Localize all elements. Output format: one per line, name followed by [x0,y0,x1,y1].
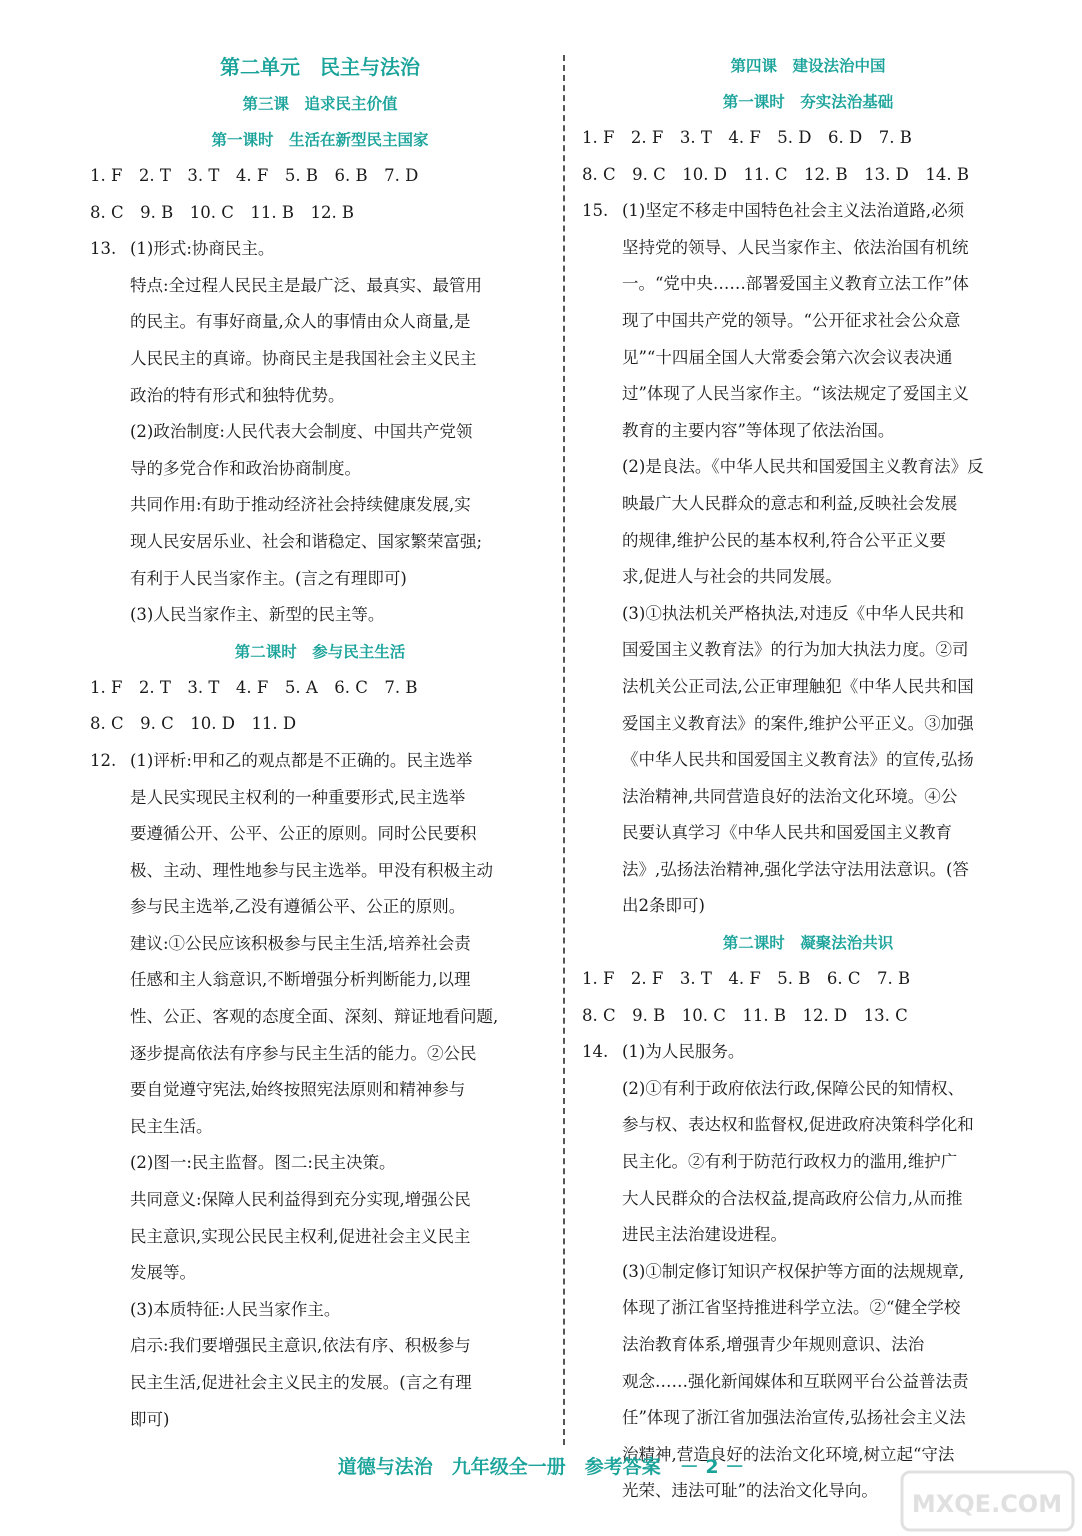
text-line: 法机关公正司法,公正审理触犯《中华人民共和国 [622,676,974,696]
answer-line: 8. C 9. C 10. D 11. D [90,714,297,734]
column-divider [563,55,565,1445]
text-line: (2)是良法。《中华人民共和国爱国主义教育法》反 [622,457,984,477]
text-line: 过”体现了人民当家作主。“该法规定了爱国主义 [622,384,969,404]
text-line: 坚持党的领导、人民当家作主、依法治国有机统 [622,237,969,257]
watermark-logo [900,1470,1075,1532]
answer-line: 1. F 2. F 3. T 4. F 5. D 6. D 7. B [582,128,912,147]
period-title: 第二课时 参与民主生活 [234,642,406,661]
text-line: 现了中国共产党的领导。“公开征求社会公众意 [622,310,961,330]
text-line: 民要认真学习《中华人民共和国爱国主义教育 [622,823,952,843]
text-line: 性、公正、客观的态度全面、深刻、辩证地看问题, [130,1007,499,1027]
text-line: 民主意识,实现公民民主权利,促进社会主义民主 [130,1226,471,1246]
lesson-title: 第四课 建设法治中国 [730,57,886,75]
text-line: 光荣、违法可耻”的法治文化导向。 [622,1481,878,1501]
question-14 [582,1034,1034,1510]
question-number: 12. [90,750,117,770]
text-line: 共同意义:保障人民利益得到充分实现,增强公民 [130,1190,471,1210]
text-line: 启示:我们要增强民主意识,依法有序、积极参与 [130,1336,471,1356]
text-line: 进民主法治建设进程。 [622,1225,787,1245]
page-footer: 道德与法治 九年级全一册 参考答案 － 2 － [337,1456,745,1478]
question-number: 13. [90,239,117,259]
text-line: 一。“党中央……部署爱国主义教育立法工作”体 [622,274,969,294]
text-line: 民主生活,促进社会主义民主的发展。(言之有理 [130,1373,472,1392]
question-body [130,231,550,634]
text-line: 的规律,维护公民的基本权利,符合公平正义要 [622,530,946,550]
question-body [622,1034,1034,1510]
question-12 [90,743,550,1438]
period-title: 第二课时 凝聚法治共识 [722,934,894,953]
question-number: 15. [582,201,609,221]
text-line: 参与权、表达权和监督权,促进政府决策科学化和 [622,1115,974,1135]
unit-title: 第二单元 民主与法治 [220,55,420,79]
text-line: 特点:全过程人民民主是最广泛、最真实、最管用 [130,275,483,295]
text-line: 求,促进人与社会的共同发展。 [622,567,842,587]
text-line: 民主生活。 [130,1116,213,1136]
text-line: 任”体现了浙江省加强法治宣传,弘扬社会主义法 [622,1408,966,1428]
text-line: 参与民主选举,乙没有遵循公平、公正的原则。 [130,897,466,917]
question-body [130,743,550,1438]
text-line: (2)①有利于政府依法行政,保障公民的知情权、 [622,1078,965,1098]
watermark-text: MXQE.COM [911,1490,1063,1518]
text-line: 大人民群众的合法权益,提高政府公信力,从而推 [622,1188,963,1208]
answer-line: 1. F 2. F 3. T 4. F 5. B 6. C 7. B [582,969,911,989]
text-line: 的民主。有事好商量,众人的事情由众人商量,是 [130,312,471,332]
text-line: 见”“十四届全国人大常委会第六次会议表决通 [622,347,953,367]
text-line: 法治教育体系,增强青少年规则意识、法治 [622,1335,925,1354]
text-line: 共同作用:有助于推动经济社会持续健康发展,实 [130,495,471,515]
text-line: 法治精神,共同营造良好的法治文化环境。④公 [622,786,958,806]
text-line: (3)①执法机关严格执法,对违反《中华人民共和 [622,603,965,623]
text-line: 《中华人民共和国爱国主义教育法》的宣传,弘扬 [622,750,974,770]
text-line: 出2条即可) [622,896,705,916]
answer-line: 1. F 2. T 3. T 4. F 5. A 6. C 7. B [90,677,418,697]
text-line: (2)政治制度:人民代表大会制度、中国共产党领 [130,422,473,442]
lesson-title: 第三课 追求民主价值 [242,95,398,113]
text-line: 民主化。②有利于防范行政权力的滥用,维护广 [622,1152,958,1172]
text-line: 逐步提高依法有序参与民主生活的能力。②公民 [130,1043,477,1063]
text-line: 教育的主要内容”等体现了依法治国。 [622,420,895,440]
text-line: 建议:①公民应该积极参与民主生活,培养社会责 [130,933,471,953]
left-column [90,48,550,1438]
text-line: (1)评析:甲和乙的观点都是不正确的。民主选举 [130,750,473,770]
text-line: 发展等。 [130,1263,196,1283]
text-line: (1)形式:协商民主。 [130,239,275,259]
text-line: (3)人民当家作主、新型的民主等。 [130,605,385,625]
text-line: 要遵循公开、公平、公正的原则。同时公民要积 [130,824,477,844]
question-13 [90,231,550,634]
text-line: 有利于人民当家作主。(言之有理即可) [130,568,407,588]
answer-line: 8. C 9. B 10. C 11. B 12. B [90,202,355,222]
text-line: 极、主动、理性地参与民主选举。甲没有积极主动 [130,860,493,880]
text-line: 导的多党合作和政治协商制度。 [130,458,361,478]
text-line: 政治的特有形式和独特优势。 [130,385,345,405]
text-line: 要自觉遵守宪法,始终按照宪法原则和精神参与 [130,1080,466,1100]
text-line: (3)本质特征:人民当家作主。 [130,1299,341,1319]
period-title: 第一课时 生活在新型民主国家 [211,131,429,149]
text-line: 人民民主的真谛。协商民主是我国社会主义民主 [130,348,477,368]
question-body [622,193,1034,925]
text-line: 观念……强化新闻媒体和互联网平台公益普法责 [622,1371,969,1391]
text-line: 即可) [130,1409,170,1429]
answer-line: 1. F 2. T 3. T 4. F 5. B 6. B 7. D [90,166,419,185]
text-line: 体现了浙江省坚持推进科学立法。②“健全学校 [622,1298,961,1318]
answer-line: 8. C 9. C 10. D 11. C 12. B 13. D 14. B [582,164,969,184]
text-line: (3)①制定修订知识产权保护等方面的法规规章, [622,1261,965,1281]
text-line: 映最广大人民群众的意志和利益,反映社会发展 [622,493,958,513]
period-title: 第一课时 夯实法治基础 [722,93,894,111]
text-line: 任感和主人翁意识,不断增强分析判断能力,以理 [130,970,471,990]
text-line: 爱国主义教育法》的案件,维护公平正义。③加强 [622,713,974,733]
text-line: (2)图一:民主监督。图二:民主决策。 [130,1153,396,1173]
question-15 [582,193,1034,925]
text-line: (1)坚定不移走中国特色社会主义法治道路,必须 [622,201,965,221]
text-line: 法》,弘扬法治精神,强化学法守法用法意识。(答 [622,859,969,879]
text-line: 现人民安居乐业、社会和谐稳定、国家繁荣富强; [130,531,483,551]
text-line: 国爱国主义教育法》的行为加大执法力度。②司 [622,640,969,660]
text-line: (1)为人民服务。 [622,1042,745,1062]
right-column [582,48,1034,1510]
text-line: 是人民实现民主权利的一种重要形式,民主选举 [130,787,466,807]
text-line: 治精神,营造良好的法治文化环境,树立起“守法 [622,1444,955,1464]
question-number: 14. [582,1042,609,1062]
answer-line: 8. C 9. B 10. C 11. B 12. D 13. C [582,1005,908,1025]
